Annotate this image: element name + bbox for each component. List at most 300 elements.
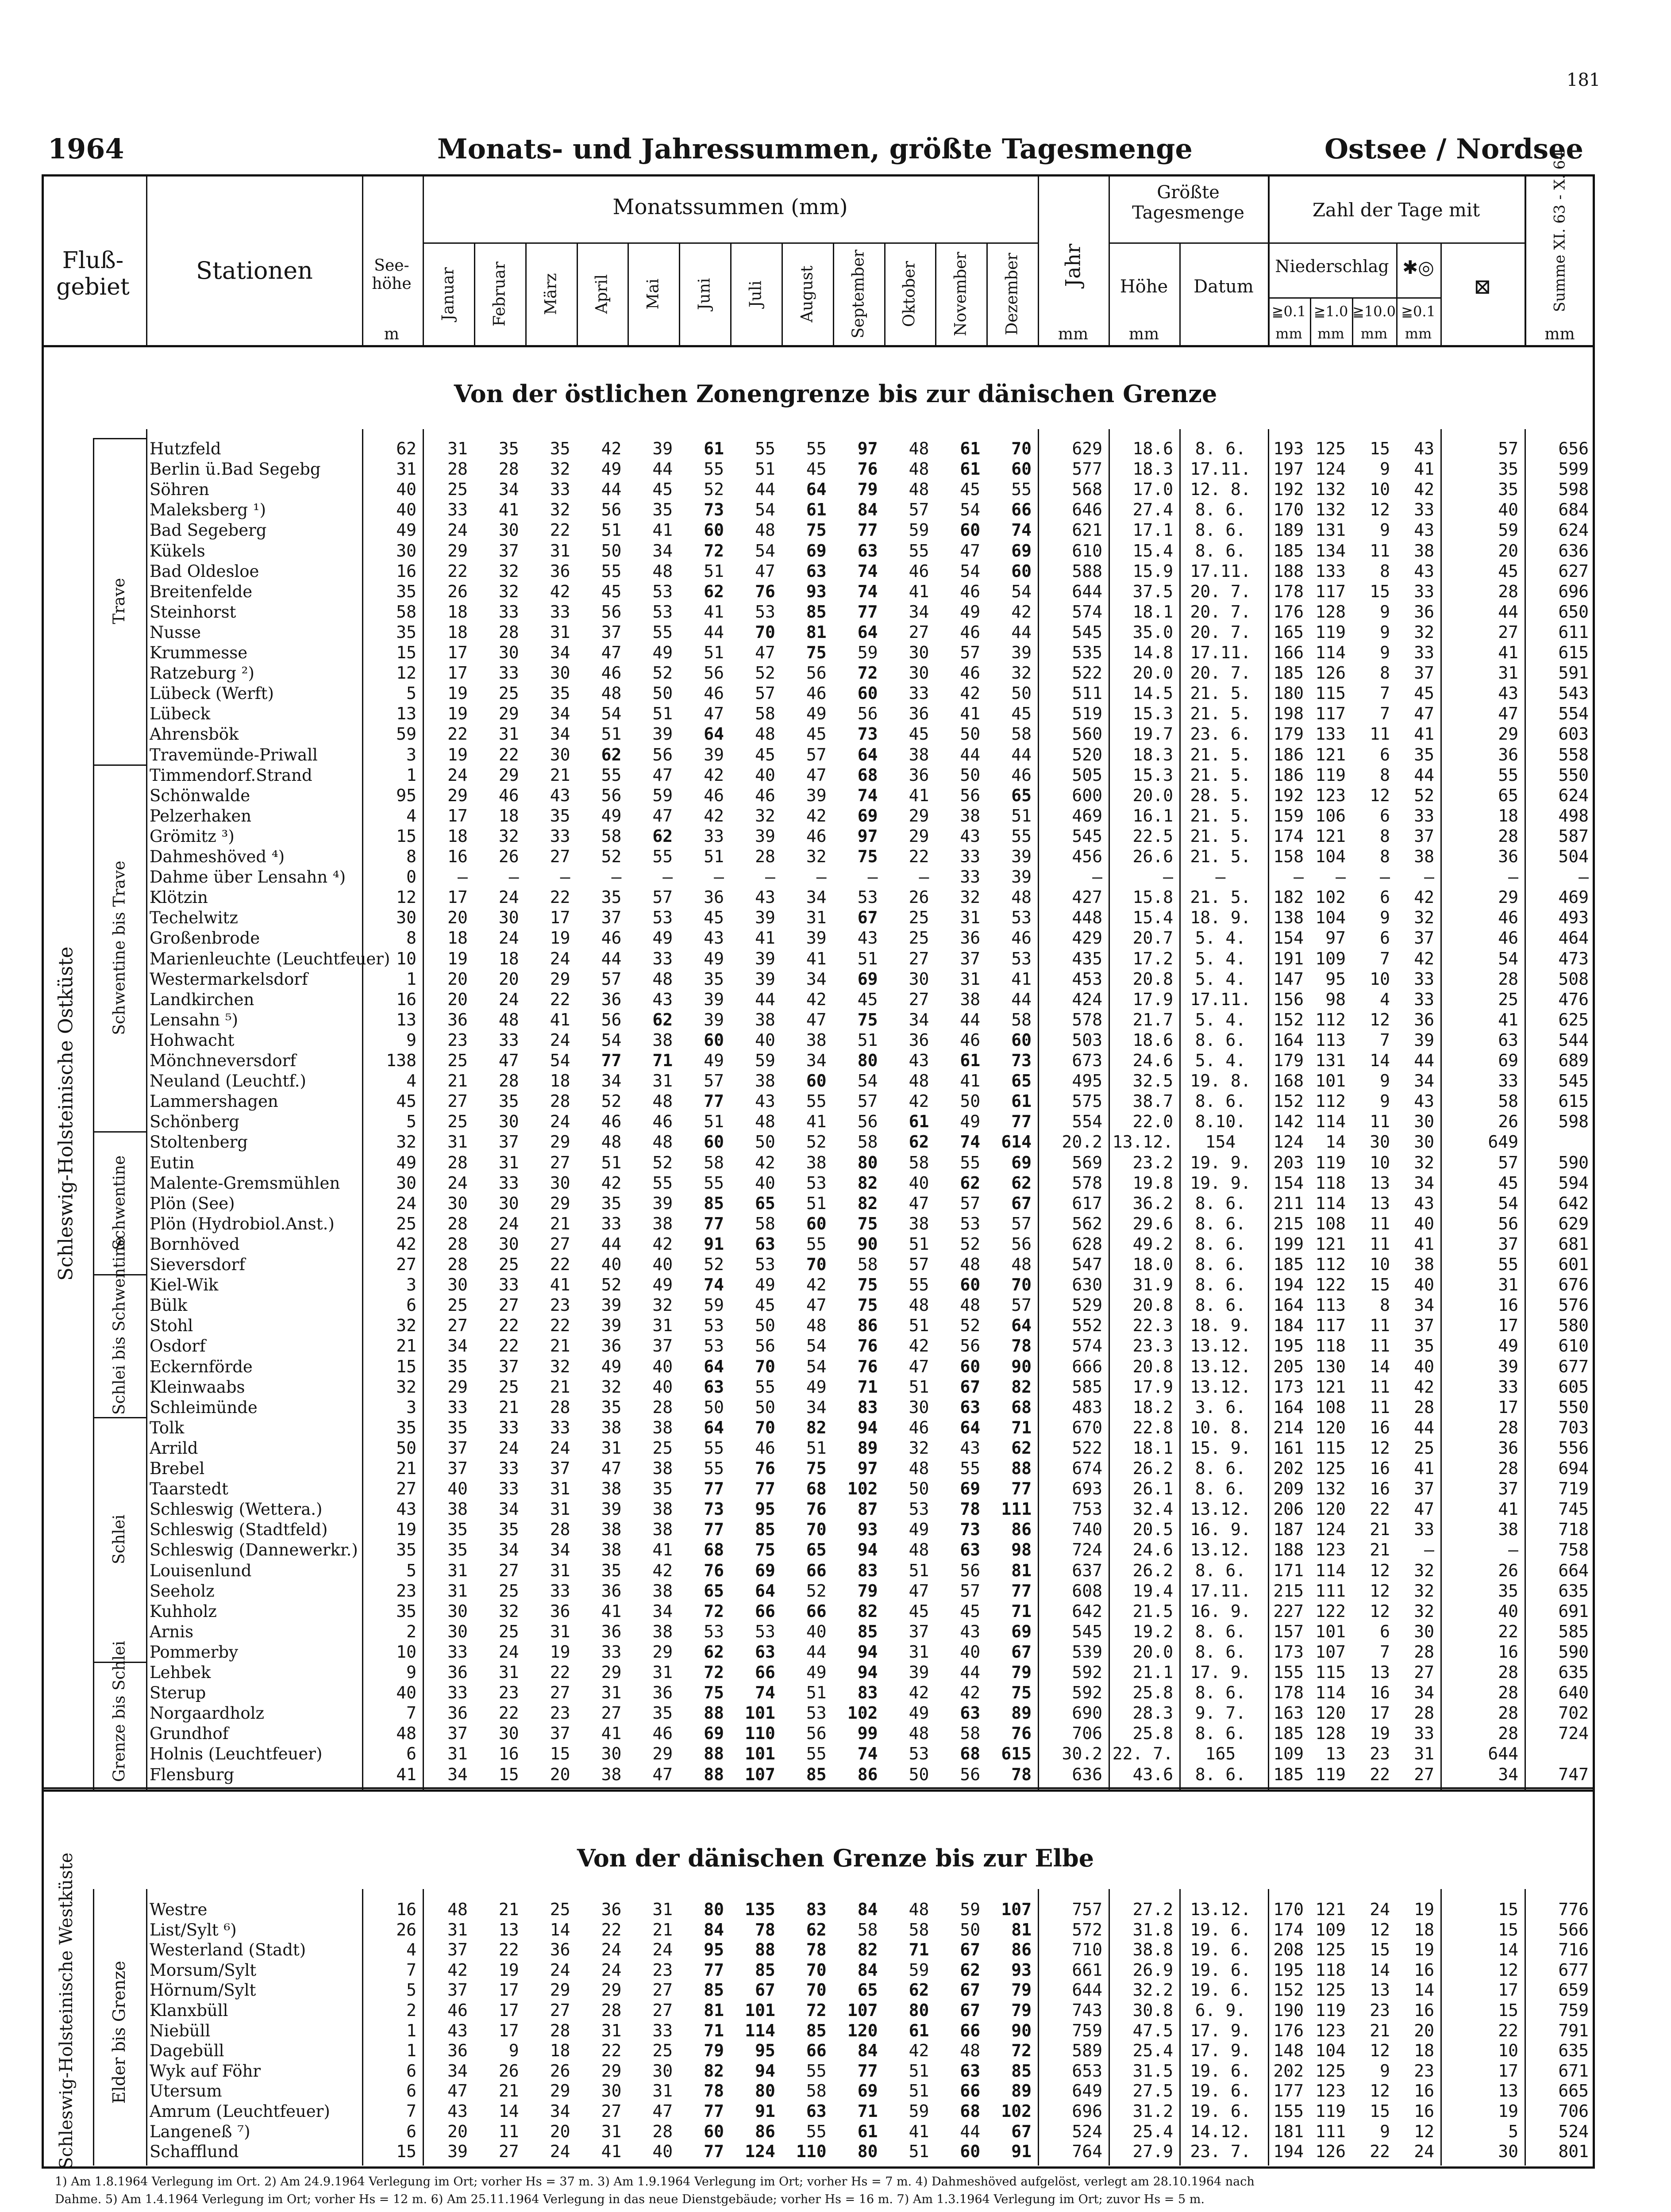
station-name: Stoltenberg [150,1133,248,1152]
table-cell: 76 [1011,1724,1032,1743]
table-cell: 21 [1370,1520,1390,1540]
table-cell: 107 [847,2001,878,2020]
table-cell: 49 [909,1520,929,1540]
table-cell: 34 [1414,1173,1434,1193]
table-cell: 9. 7. [1195,1703,1246,1723]
table-cell: 33 [498,1479,519,1499]
table-cell: 32 [1414,1152,1434,1172]
table-cell: 724 [1072,1540,1102,1560]
table-cell: 187 [1273,1520,1304,1540]
table-cell: 39 [806,785,827,805]
table-cell: 33 [652,2020,673,2040]
table-cell: 33 [1414,581,1434,601]
table-cell: 178 [1273,581,1304,601]
table-cell: 52 [806,1132,827,1152]
table-cell: 37 [960,949,981,968]
table-cell: 114 [745,2020,775,2040]
table-cell: 42 [909,1683,929,1703]
table-cell: 42 [960,684,981,703]
table-cell: 39 [704,1010,724,1029]
table-cell: — [765,867,775,887]
table-cell: 27 [550,847,570,866]
table-cell: 12 [1414,2121,1434,2141]
table-cell: 589 [1072,2041,1102,2061]
table-cell: 26 [1498,1560,1518,1580]
table-cell: 142 [1273,1112,1304,1132]
table-cell: 64 [960,1417,981,1437]
table-cell: 6. 9. [1195,2001,1246,2020]
table-cell: 12. 8. [1190,480,1251,499]
table-cell: 74 [704,1275,724,1295]
table-cell: 19. 6. [1190,2101,1251,2121]
table-cell: 63 [806,2101,827,2121]
table-cell: — [1508,1540,1518,1560]
table-row [0,1050,1671,1070]
table-cell: 59 [1498,520,1518,540]
table-cell: 185 [1273,1724,1304,1743]
station-name: Schleswig (Stadtfeld) [150,1520,328,1540]
table-cell: 23 [652,1960,673,1980]
table-cell: 13 [498,1920,519,1939]
table-cell: 37 [447,1438,468,1458]
table-cell: 195 [1273,1336,1304,1356]
table-cell: 14.8 [1132,643,1173,662]
table-cell: 77 [857,2061,878,2081]
table-cell: 51 [909,1560,929,1580]
table-cell: 15.3 [1132,765,1173,785]
table-cell: 112 [1315,1010,1346,1029]
table-cell: 132 [1315,480,1346,499]
table-cell: 35 [601,1397,622,1417]
table-cell: 56 [857,704,878,724]
table-cell: 615 [1558,1091,1589,1111]
table-cell: 125 [1315,1459,1346,1478]
table-cell: 57 [755,684,775,703]
table-cell: 38 [652,1520,673,1540]
table-cell: 76 [857,1336,878,1356]
table-cell: 476 [1558,989,1589,1009]
station-name: Grundhof [150,1724,229,1743]
table-cell: 55 [1498,765,1518,785]
table-cell: 60 [1011,459,1032,479]
table-cell: 6 [406,1295,416,1315]
table-cell: 58 [1011,1010,1032,1029]
table-cell: 590 [1558,1152,1589,1172]
table-cell: 60 [960,520,981,540]
table-cell: 50 [909,1479,929,1499]
table-cell: 50 [960,724,981,744]
table-cell: 41 [601,1601,622,1621]
table-cell: 13.12. [1190,1499,1251,1519]
table-cell: 628 [1072,1234,1102,1254]
table-cell: 74 [857,581,878,601]
table-cell: 13.12. [1190,1356,1251,1376]
table-row [0,1315,1671,1335]
table-cell: 21 [498,1397,519,1417]
table-cell: 52 [652,1152,673,1172]
table-row [0,438,1671,458]
grid-line [362,429,363,1790]
table-cell: 562 [1072,1214,1102,1233]
table-cell: 44 [652,459,673,479]
table-cell: 32 [498,561,519,581]
station-name: Landkirchen [150,990,254,1009]
table-cell: 78 [806,1940,827,1960]
table-cell: 22.5 [1132,826,1173,846]
table-cell: 22.8 [1132,1417,1173,1437]
table-cell: 16. 9. [1190,1601,1251,1621]
table-cell: 46 [960,581,981,601]
table-cell: 32.2 [1132,1980,1173,2000]
table-cell: 57 [652,887,673,907]
table-cell: 5. 4. [1195,969,1246,989]
table-cell: 47 [960,541,981,561]
table-cell: 30 [601,2081,622,2101]
table-cell: 94 [857,1642,878,1662]
table-cell: 128 [1315,602,1346,622]
table-cell: 206 [1273,1499,1304,1519]
table-cell: 113 [1315,1030,1346,1050]
table-cell: 58 [960,1724,981,1743]
table-cell: — [611,867,622,887]
table-cell: 12 [1370,1438,1390,1458]
table-cell: 54 [960,500,981,520]
table-row [0,1233,1671,1254]
table-cell: 62 [960,1960,981,1980]
table-cell: 29 [498,765,519,785]
table-cell: 16 [1498,1295,1518,1315]
table-cell: 41 [1414,459,1434,479]
station-name: Maleksberg ¹) [150,500,266,520]
table-cell: 31 [447,1581,468,1601]
table-cell: 469 [1558,887,1589,907]
grid-line [1525,1889,1526,2166]
table-cell: 66 [960,2081,981,2101]
station-name: Kükels [150,541,205,561]
table-cell: 159 [1273,806,1304,826]
table-cell: 72 [1011,2041,1032,2061]
table-cell: 684 [1558,500,1589,520]
header-seehoehe: See- höhe [372,257,412,293]
table-row [0,662,1671,683]
table-cell: 21.7 [1132,1010,1173,1029]
table-cell: 44 [1011,989,1032,1009]
table-cell: — [867,867,878,887]
header-niederschlag: Niederschlag [1275,257,1389,276]
table-cell: 31 [652,2081,673,2101]
table-cell: 24 [550,1030,570,1050]
table-cell: 49 [1498,1336,1518,1356]
table-cell: 74 [857,561,878,581]
grid-line [1440,429,1442,1790]
table-cell: 65 [1498,785,1518,805]
table-cell: 97 [857,826,878,846]
table-cell: 85 [1011,2061,1032,2081]
table-cell: 12 [1370,1601,1390,1621]
table-cell: 55 [960,1459,981,1478]
table-cell: 38 [447,1499,468,1519]
station-name: Tolk [150,1418,185,1437]
table-cell: 51 [1011,806,1032,826]
table-cell: 48 [909,480,929,499]
table-cell: 16 [1414,2101,1434,2121]
table-cell: 44 [960,2121,981,2141]
table-cell: 32 [396,1132,416,1152]
table-cell: 49 [652,1275,673,1295]
table-cell: 17 [498,2020,519,2040]
table-cell: 55 [755,439,775,458]
table-cell: 21 [1370,1540,1390,1560]
table-cell: 93 [857,1520,878,1540]
group-label: Schwentine bis Trave [110,860,129,1035]
table-cell: 48 [652,1132,673,1152]
table-cell: 45 [960,1601,981,1621]
table-cell: 47 [601,643,622,662]
table-cell: 5. 4. [1195,1051,1246,1070]
table-cell: 62 [806,1920,827,1939]
table-cell: 115 [1315,1438,1346,1458]
table-cell: 758 [1558,1540,1589,1560]
page-header [48,133,1583,165]
table-cell: 56 [601,602,622,622]
table-cell: 99 [857,1724,878,1743]
table-cell: — [508,867,519,887]
table-cell: — [1508,867,1518,887]
table-cell: 51 [755,459,775,479]
table-cell: 22 [601,2041,622,2061]
table-cell: 577 [1072,459,1102,479]
table-cell: 31 [652,1316,673,1336]
table-cell: 16 [447,847,468,866]
table-cell: 27 [1414,1764,1434,1784]
group-label: Trave [110,578,129,624]
station-name: Flensburg [150,1765,235,1784]
table-cell: 43 [447,2020,468,2040]
table-cell: 54 [755,500,775,520]
table-cell: 70 [755,1417,775,1437]
station-name: Steinhorst [150,602,236,622]
header-month: Dezember [1003,253,1021,336]
table-cell: 215 [1273,1581,1304,1601]
table-cell: 20.0 [1132,1642,1173,1662]
table-cell: 11 [498,2121,519,2141]
table-cell: 59 [396,724,416,744]
table-cell: 5. 4. [1195,928,1246,948]
table-cell: 50 [960,1920,981,1939]
table-cell: 26.9 [1132,1960,1173,1980]
header-datum: Datum [1194,276,1254,297]
table-cell: 34 [806,887,827,907]
header-month: Januar [439,267,458,321]
table-cell: 82 [857,1173,878,1193]
table-cell: 77 [1011,1479,1032,1499]
table-cell: 38 [960,806,981,826]
table-cell: 745 [1558,1499,1589,1519]
table-cell: 152 [1273,1980,1304,2000]
table-cell: 38 [601,1479,622,1499]
table-cell: 117 [1315,704,1346,724]
header-threshold-unit: mm [1405,325,1432,342]
table-cell: 20.5 [1132,1520,1173,1540]
table-cell: 25 [447,1051,468,1070]
table-cell: 55 [806,2121,827,2141]
table-cell: 26 [550,2061,570,2081]
grid-line [93,438,146,439]
table-cell: 7 [406,2101,416,2121]
table-cell: 24 [447,765,468,785]
table-cell: 14 [1414,1980,1434,2000]
table-cell: 28 [447,459,468,479]
table-cell: 89 [1011,1703,1032,1723]
table-cell: 77 [857,602,878,622]
table-cell: 43 [755,1091,775,1111]
table-cell: 56 [960,1764,981,1784]
table-cell: 59 [909,2101,929,2121]
table-cell: 17.9 [1132,1377,1173,1397]
table-cell: 627 [1558,561,1589,581]
table-cell: 57 [704,1071,724,1091]
table-cell: 19 [396,1520,416,1540]
table-cell: 7 [1380,704,1390,724]
table-cell: 33 [498,602,519,622]
table-cell: 56 [960,1336,981,1356]
table-cell: 30 [1414,1132,1434,1152]
table-cell: 40 [1498,1601,1518,1621]
table-cell: 39 [601,1316,622,1336]
table-cell: 52 [704,480,724,499]
grid-line [93,438,94,1790]
table-cell: 84 [857,1900,878,1919]
table-cell: 656 [1558,439,1589,458]
table-row [0,1029,1671,1050]
table-cell: 558 [1558,745,1589,764]
table-cell: 41 [601,2142,622,2162]
table-cell: 40 [755,1173,775,1193]
table-cell: 154 [1205,1132,1236,1152]
table-cell: 18.6 [1132,439,1173,458]
table-cell: 55 [806,439,827,458]
table-cell: 118 [1315,1960,1346,1980]
table-cell: 22 [550,1255,570,1274]
table-cell: 80 [909,2001,929,2020]
table-cell: 194 [1273,2142,1304,2162]
table-cell: 48 [909,439,929,458]
table-cell: 30 [550,745,570,764]
table-cell: 15.8 [1132,887,1173,907]
table-row [0,1478,1671,1498]
table-cell: 29 [550,969,570,989]
table-cell: 78 [960,1499,981,1519]
table-cell: 49 [396,520,416,540]
table-cell: 15 [396,1356,416,1376]
table-cell: 28 [447,1214,468,1233]
table-cell: 123 [1315,2081,1346,2101]
table-row [0,2121,1671,2141]
table-cell: 191 [1273,949,1304,968]
table-cell: 165 [1205,1744,1236,1764]
table-cell: 53 [1011,949,1032,968]
table-cell: 44 [755,480,775,499]
table-cell: 75 [755,1540,775,1560]
table-cell: 7 [1380,949,1390,968]
table-cell: 62 [396,439,416,458]
table-cell: 41 [498,500,519,520]
table-cell: 62 [652,1010,673,1029]
table-cell: 71 [857,1377,878,1397]
year: 1964 [48,133,124,165]
table-cell: 22 [1498,1621,1518,1641]
table-cell: 5 [406,1112,416,1132]
table-row [0,1519,1671,1539]
table-cell: 35 [447,1356,468,1376]
table-cell: 176 [1273,2020,1304,2040]
table-cell: 56 [601,500,622,520]
table-cell: 17 [1498,1980,1518,2000]
table-cell: 70 [806,1255,827,1274]
table-cell: 764 [1072,2142,1102,2162]
table-cell: 16 [1370,1479,1390,1499]
table-cell: 55 [652,1173,673,1193]
table-cell: 40 [396,1683,416,1703]
grid-line [1179,429,1181,1790]
table-cell: 29 [447,541,468,561]
table-cell: 56 [857,1112,878,1132]
table-cell: 44 [1414,1417,1434,1437]
table-cell: 17 [1370,1703,1390,1723]
table-cell: 16. 9. [1190,1520,1251,1540]
table-cell: 77 [857,520,878,540]
table-cell: 203 [1273,1152,1304,1172]
table-cell: 15.3 [1132,704,1173,724]
table-cell: 35 [498,439,519,458]
table-cell: 34 [1414,1071,1434,1091]
table-cell: 62 [909,1132,929,1152]
table-cell: 44 [1414,1051,1434,1070]
table-row [0,826,1671,846]
table-cell: 53 [755,1621,775,1641]
table-cell: 32 [498,1601,519,1621]
table-cell: 43 [704,928,724,948]
table-cell: 56 [652,745,673,764]
table-cell: 569 [1072,1152,1102,1172]
table-cell: 40 [960,1642,981,1662]
footnote-line: Dahme. 5) Am 1.4.1964 Verlegung im Ort; vorher Hs = 12 m. 6) Am 25.11.1964 Verlegung in das neue Dienstgebäude; vorher Hs = 16 m. 7) Am 1.3.1964 Verlegung im Ort; zuvor Hs = 5 m. [55,2193,1205,2206]
table-cell: 102 [847,1479,878,1499]
table-cell: 9 [406,1030,416,1050]
table-cell: — [1579,867,1589,887]
table-cell: 73 [960,1520,981,1540]
table-row [0,1152,1671,1172]
table-cell: 22 [550,520,570,540]
table-cell: 53 [704,1621,724,1641]
table-cell: 195 [1273,1960,1304,1980]
table-cell: 19 [447,684,468,703]
grid-line [628,242,629,345]
table-cell: 28 [1498,969,1518,989]
table-row [0,2141,1671,2161]
table-cell: 51 [909,2081,929,2101]
table-cell: 16 [396,561,416,581]
table-cell: 9 [1380,1091,1390,1111]
table-cell: 630 [1072,1275,1102,1295]
table-cell: 55 [1011,826,1032,846]
table-cell: 17 [498,1980,519,2000]
table-cell: 39 [909,1663,929,1682]
table-cell: 674 [1072,1459,1102,1478]
table-cell: 38 [806,1152,827,1172]
table-cell: 676 [1558,1275,1589,1295]
table-cell: 24 [652,1940,673,1960]
